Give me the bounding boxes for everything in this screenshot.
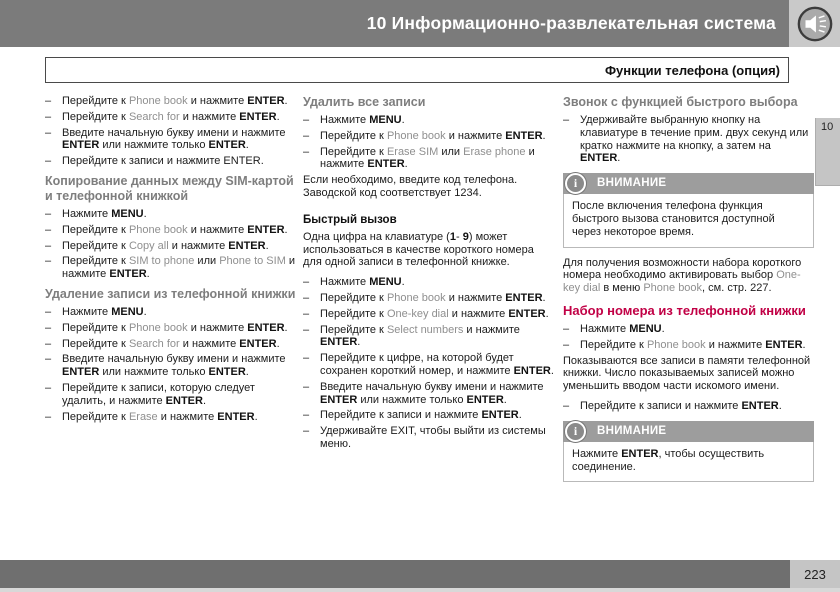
section-heading: Набор номера из телефонной книжки	[563, 302, 806, 318]
text-segment: .	[245, 139, 249, 152]
paragraph	[563, 355, 814, 393]
list-item	[303, 324, 554, 350]
text-segment: и нажмите	[445, 129, 506, 142]
text-segment: Для получения возможности набора короткого номера необходимо активировать выбор	[563, 256, 802, 282]
chapter-side-tab: 10	[815, 118, 840, 186]
text-segment: .	[143, 305, 147, 318]
list-item-text	[320, 425, 554, 451]
attention-header	[563, 173, 814, 194]
key-name: ENTER	[320, 336, 358, 349]
section-title-box	[45, 57, 789, 83]
list-item	[303, 308, 554, 321]
list-item	[45, 224, 296, 237]
menu-term: Phone book	[386, 129, 446, 142]
text-segment: или	[194, 255, 220, 268]
list-item	[303, 425, 554, 451]
list-item	[45, 353, 296, 379]
text-segment: Введите начальную букву имени и нажмите	[62, 126, 286, 139]
text-segment: .	[245, 366, 249, 379]
text-segment: .	[518, 409, 522, 422]
text-segment: Перейдите к	[62, 239, 129, 252]
text-segment: и нажмите	[705, 338, 766, 351]
text-segment: -	[455, 230, 463, 243]
text-segment: .	[357, 336, 361, 349]
text-segment: и нажмите	[187, 321, 248, 334]
list-item	[563, 114, 814, 165]
list-item	[563, 400, 814, 413]
menu-term: Phone book	[128, 95, 188, 107]
key-name: ENTER	[367, 158, 405, 171]
list-item	[45, 240, 296, 253]
text-segment: в меню	[600, 282, 644, 295]
bullet-dash: –	[303, 380, 310, 393]
section-heading: Быстрый вызов	[303, 213, 397, 226]
column-2	[303, 95, 554, 454]
list-item-text	[62, 224, 288, 237]
text-segment: .	[401, 276, 405, 289]
chapter-header-bar	[0, 0, 789, 47]
list-item	[303, 292, 554, 305]
bullet-dash: –	[303, 129, 310, 142]
attention-title: ВНИМАНИЕ	[597, 424, 667, 437]
menu-term: Phone book	[128, 223, 188, 236]
list-item	[45, 155, 296, 168]
bullet-dash: –	[45, 381, 52, 394]
text-segment: Перейдите к	[62, 321, 129, 334]
list-item-text	[62, 208, 147, 221]
chapter-title: 10 Информационно-развлекательная система	[366, 13, 776, 33]
text-segment: .	[401, 114, 405, 126]
bullet-dash: –	[303, 307, 310, 320]
key-name: MENU	[111, 305, 144, 318]
text-segment: и нажмите	[463, 323, 520, 336]
list-item-text	[320, 276, 405, 289]
key-name: 1	[449, 230, 456, 243]
key-name: MENU	[111, 207, 144, 220]
menu-term: Search for	[128, 110, 180, 123]
key-name: ENTER	[208, 366, 246, 379]
bullet-dash: –	[45, 95, 52, 107]
text-segment: Нажмите	[320, 276, 370, 289]
text-segment: Перейдите к	[320, 145, 387, 158]
key-name: ENTER	[62, 139, 100, 152]
bullet-dash: –	[45, 223, 52, 236]
key-name: ENTER	[765, 338, 803, 351]
text-segment: и нажмите	[445, 291, 506, 304]
list-item	[45, 411, 296, 424]
bullet-dash: –	[45, 239, 52, 252]
section-heading: Копирование данных между SIM-картой и телефонной книжкой	[45, 173, 294, 203]
key-name: ENTER	[580, 152, 618, 165]
menu-term: Phone book	[386, 291, 446, 304]
text-segment: .	[545, 307, 549, 320]
list-item-text	[62, 127, 296, 153]
list-item	[45, 127, 296, 153]
text-segment: Перейдите к	[320, 307, 387, 320]
menu-term: Erase phone	[463, 145, 526, 158]
list-item	[45, 208, 296, 221]
list-item-text	[320, 114, 405, 127]
text-segment: .	[550, 364, 554, 377]
text-segment: Перейдите к	[62, 255, 129, 268]
paragraph	[303, 174, 554, 200]
text-segment: ) может использоваться в качестве короткого номера для одной записи в телефонной книжке.	[303, 230, 534, 269]
list-item-text	[62, 155, 264, 168]
list-item	[563, 323, 814, 336]
bullet-dash: –	[303, 409, 310, 422]
key-name: ENTER	[481, 409, 519, 422]
list-item-text	[320, 381, 554, 407]
text-segment: Перейдите к	[320, 291, 387, 304]
text-segment: .	[542, 129, 546, 142]
list-item-text	[62, 306, 147, 319]
key-name: ENTER	[247, 95, 285, 107]
text-segment: .	[778, 399, 782, 412]
text-segment: Показываются все записи в памяти телефонной книжки. Число показываемых записей можно уменьшить вводом части искомого имени.	[563, 354, 811, 393]
text-segment: .	[276, 337, 280, 350]
text-segment: .	[284, 321, 288, 334]
text-segment: и нажмите	[62, 255, 296, 281]
key-name: 9	[462, 230, 469, 243]
bullet-dash: –	[563, 322, 570, 335]
list-item-text	[580, 323, 665, 336]
menu-term: Copy all	[128, 239, 169, 252]
text-segment: Перейдите к	[62, 95, 129, 107]
info-icon: i	[565, 421, 586, 442]
column-3	[563, 95, 814, 491]
text-segment: Перейдите к записи и нажмите	[320, 409, 482, 422]
list-item-text	[320, 146, 554, 172]
text-segment: .	[617, 152, 621, 165]
text-segment: .	[284, 223, 288, 236]
text-segment: После включения телефона функция быстрого вызова становится доступной через некоторое время.	[572, 200, 775, 238]
text-segment: Перейдите к	[62, 337, 129, 350]
bullet-dash: –	[563, 114, 570, 126]
key-name: ENTER	[466, 393, 504, 406]
menu-term: One-key dial	[386, 307, 449, 320]
list-item	[45, 322, 296, 335]
text-segment: Введите начальную букву имени и нажмите	[320, 380, 544, 393]
bullet-dash: –	[45, 305, 52, 318]
speaker-icon	[796, 5, 834, 43]
bullet-dash: –	[45, 126, 52, 139]
menu-term: Phone book	[128, 321, 188, 334]
text-segment: Перейдите к записи и нажмите ENTER.	[62, 155, 264, 168]
list-item-text	[320, 324, 554, 350]
text-segment: .	[254, 410, 258, 423]
key-name: ENTER	[513, 364, 551, 377]
bullet-dash: –	[303, 114, 310, 126]
text-segment: и нажмите	[179, 337, 240, 350]
section-heading: Удалить все записи	[303, 95, 426, 109]
key-name: ENTER	[109, 268, 147, 281]
key-name: ENTER	[247, 321, 285, 334]
bullet-dash: –	[45, 321, 52, 334]
list-item	[563, 339, 814, 352]
list-item-text	[580, 400, 782, 413]
key-name: MENU	[369, 276, 402, 289]
list-item	[45, 306, 296, 319]
key-name: ENTER	[217, 410, 255, 423]
text-segment: Перейдите к записи, которую следует удалить, и нажмите	[62, 381, 255, 407]
key-name: MENU	[629, 322, 662, 335]
text-segment: Перейдите к	[320, 323, 387, 336]
paragraph	[303, 231, 554, 269]
key-name: ENTER	[505, 291, 543, 304]
text-segment: или нажмите только	[99, 139, 209, 152]
key-name: ENTER	[508, 307, 546, 320]
text-segment: .	[265, 239, 269, 252]
text-segment: .	[542, 291, 546, 304]
text-segment: Перейдите к цифре, на которой будет сохранен короткий номер, и нажмите	[320, 352, 514, 377]
text-segment: Нажмите	[62, 305, 112, 318]
text-segment: или	[438, 145, 464, 158]
list-item	[303, 276, 554, 289]
attention-header	[563, 421, 814, 442]
list-item-text	[62, 353, 296, 379]
attention-box	[563, 421, 814, 483]
text-segment: Перейдите к	[62, 410, 129, 423]
bullet-dash: –	[45, 353, 52, 366]
section-heading: Удаление записи из телефонной книжки	[45, 286, 296, 301]
text-segment: Перейдите к	[580, 338, 647, 351]
key-name: ENTER	[228, 239, 266, 252]
bullet-dash: –	[45, 337, 52, 350]
footer-page-block	[790, 560, 840, 588]
list-item	[303, 130, 554, 143]
key-name: ENTER	[320, 393, 358, 406]
text-segment: Перейдите к	[62, 110, 129, 123]
menu-term: Erase SIM	[386, 145, 439, 158]
bullet-dash: –	[45, 410, 52, 423]
list-item-text	[320, 292, 546, 305]
text-segment: и нажмите	[168, 239, 229, 252]
list-item-text	[62, 111, 280, 124]
key-name: ENTER	[62, 366, 100, 379]
menu-term: Select numbers	[386, 323, 464, 336]
text-segment: и нажмите	[179, 110, 240, 123]
menu-term: Phone to SIM	[219, 255, 286, 268]
text-segment: Удерживайте выбранную кнопку на клавиатуре в течение прим. двух секунд или кратко нажмите на кнопку, а затем на	[580, 114, 809, 152]
text-segment: Нажмите	[572, 447, 622, 460]
attention-title: ВНИМАНИЕ	[597, 177, 667, 190]
menu-term: SIM to phone	[128, 255, 195, 268]
list-item-text	[320, 308, 549, 321]
key-name: ENTER	[165, 394, 203, 407]
bullet-dash: –	[303, 425, 310, 438]
text-segment: или нажмите только	[357, 393, 467, 406]
text-segment: Нажмите	[320, 114, 370, 126]
section-heading: Звонок с функцией быстрого выбора	[563, 95, 798, 109]
menu-term: Erase	[128, 410, 158, 423]
list-item-text	[62, 338, 280, 351]
attention-box	[563, 173, 814, 247]
menu-term: Phone book	[646, 338, 706, 351]
text-segment: .	[503, 393, 507, 406]
text-segment: Если необходимо, введите код телефона. Заводской код соответствует 1234.	[303, 174, 518, 199]
list-item	[45, 95, 296, 108]
text-segment: .	[404, 158, 408, 171]
list-item-text	[320, 409, 522, 422]
key-name: ENTER	[208, 139, 246, 152]
bullet-dash: –	[45, 255, 52, 268]
text-segment: Введите начальную букву имени и нажмите	[62, 353, 286, 366]
list-item-text	[62, 411, 258, 424]
key-name: ENTER	[239, 110, 277, 123]
text-segment: Нажмите	[62, 207, 112, 220]
text-segment: и нажмите	[187, 223, 248, 236]
list-item	[303, 114, 554, 127]
text-segment: .	[146, 268, 150, 281]
list-item-text	[320, 352, 554, 378]
text-segment: Перейдите к	[62, 223, 129, 236]
list-item-text	[62, 322, 288, 335]
text-segment: Перейдите к	[320, 129, 387, 142]
info-icon: i	[565, 173, 586, 194]
text-segment: , чтобы осуществить соединение.	[572, 447, 765, 473]
list-item	[45, 255, 296, 281]
key-name: MENU	[369, 114, 402, 126]
key-name: ENTER	[239, 337, 277, 350]
text-segment: .	[202, 394, 207, 407]
text-segment: и нажмите	[187, 95, 248, 107]
bullet-dash: –	[45, 110, 52, 123]
list-item-text	[580, 339, 806, 352]
text-segment: .	[802, 338, 806, 351]
key-name: ENTER	[621, 447, 659, 460]
text-segment: и нажмите	[320, 145, 535, 171]
list-item-text	[62, 382, 296, 408]
text-segment: Нажмите	[580, 322, 630, 335]
text-segment: Перейдите к записи и нажмите	[580, 399, 742, 412]
list-item	[45, 111, 296, 124]
menu-term: One-key dial	[563, 269, 801, 295]
text-segment: и нажмите	[448, 307, 509, 320]
key-name: ENTER	[247, 223, 285, 236]
text-segment: или нажмите только	[99, 366, 209, 379]
list-item	[303, 381, 554, 407]
text-segment: , см. стр. 227.	[702, 282, 772, 295]
list-item-text	[320, 130, 546, 143]
page-number: 223	[804, 566, 826, 582]
list-item-text	[62, 240, 269, 253]
bullet-dash: –	[303, 323, 310, 336]
text-segment: .	[276, 110, 280, 123]
attention-body	[563, 194, 814, 247]
text-segment: .	[284, 95, 288, 107]
text-segment: Одна цифра на клавиатуре (	[303, 230, 450, 243]
footer-strip	[0, 588, 840, 592]
text-segment: и нажмите	[157, 410, 218, 423]
column-1	[45, 95, 296, 426]
text-segment: .	[143, 207, 147, 220]
menu-term: Phone book	[643, 282, 703, 295]
menu-term: Search for	[128, 337, 180, 350]
bullet-dash: –	[303, 145, 310, 158]
section-title: Функции телефона (опция)	[604, 62, 780, 78]
list-item	[303, 146, 554, 172]
bullet-dash: –	[45, 207, 52, 220]
attention-body	[563, 442, 814, 483]
bullet-dash: –	[563, 338, 570, 351]
list-item	[45, 382, 296, 408]
bullet-dash: –	[303, 291, 310, 304]
bullet-dash: –	[563, 399, 570, 412]
chapter-icon-block	[789, 0, 840, 47]
bullet-dash: –	[45, 155, 52, 168]
bullet-dash: –	[303, 352, 310, 365]
footer-bar	[0, 560, 790, 588]
paragraph	[563, 257, 814, 295]
key-name: ENTER	[741, 399, 779, 412]
bullet-dash: –	[303, 276, 310, 289]
list-item	[45, 338, 296, 351]
list-item-text	[62, 255, 296, 281]
list-item-text	[62, 95, 288, 108]
text-segment: .	[661, 322, 665, 335]
text-segment: Удерживайте EXIT, чтобы выйти из системы меню.	[320, 425, 546, 450]
list-item	[303, 409, 554, 422]
list-item-text	[580, 114, 814, 165]
list-item	[303, 352, 554, 378]
key-name: ENTER	[505, 129, 543, 142]
